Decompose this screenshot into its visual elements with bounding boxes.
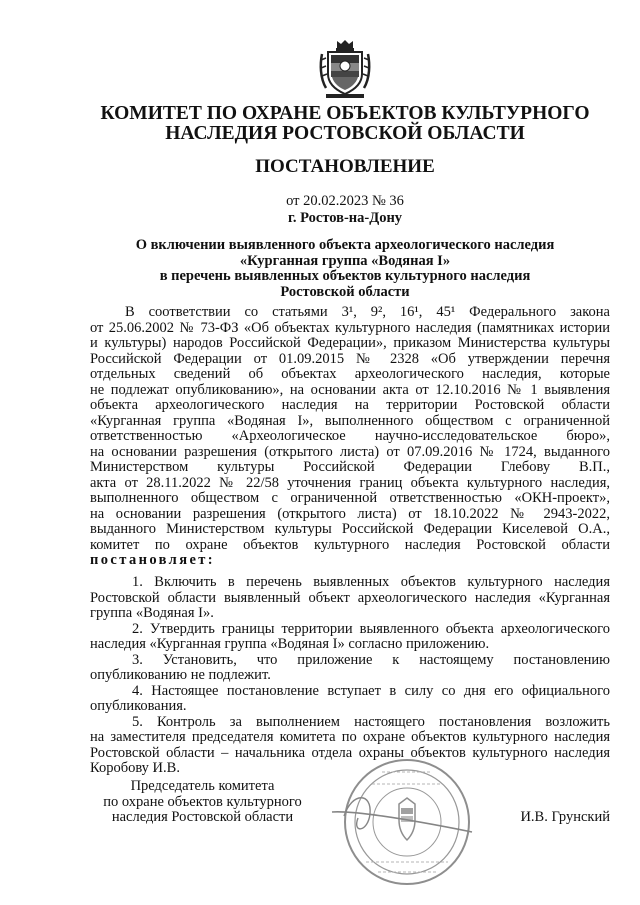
city: г. Ростов-на-Дону: [287, 210, 403, 226]
preamble-line: акта от 28.11.2022 № 22/58 уточнения границ объекта культурного наследия,: [90, 474, 610, 491]
item-4-line: 4. Настоящее постановление вступает в силу со дня его официального: [132, 682, 610, 699]
signer-position-line: наследия Ростовской области: [111, 809, 294, 825]
preamble-line: и культуры) народов Российской Федерации», приказом Министерства культуры: [90, 335, 610, 351]
preamble-line: объекта археологического наследия на территории Ростовской области: [90, 397, 610, 413]
preamble-line: комитет по охране объектов культурного наследия Ростовской области: [90, 536, 610, 553]
committee-title: [80, 104, 610, 144]
item-1-line: Ростовской области выявленный объект археологического наследия «Курганная: [90, 589, 610, 606]
preamble-line: выданного Министерством культуры Российской Федерации Киселевой О.А.,: [90, 521, 610, 537]
preamble-line: отдельных сведений об объектах археологического наследия, которые: [90, 366, 610, 382]
date-number: от 20.02.2023 № 36: [286, 193, 404, 209]
preamble-line: на основании разрешения (открытого листа) от 07.09.2016 № 1724, выданного: [90, 443, 610, 460]
subject-line: О включении выявленного объекта археологического наследия: [135, 237, 555, 253]
signer-position-line: по охране объектов культурного: [103, 793, 302, 810]
coat-of-arms-icon: [318, 38, 372, 100]
item-4-line: опубликования.: [90, 698, 187, 714]
item-5-line: Ростовской области – начальника отдела охраны объектов культурного наследия: [90, 744, 610, 761]
preamble-line: Министерством культуры Российской Федерации Глебову В.П.,: [90, 459, 610, 475]
subject-line: в перечень выявленных объектов культурного наследия: [159, 268, 531, 284]
decree-items: [90, 575, 610, 777]
decree-word: постановляет:: [90, 552, 216, 568]
preamble-line: выполненного обществом с ограниченной ответственностью «ОКН-проект»,: [90, 490, 610, 506]
signer-position-line: Председатель комитета: [130, 778, 275, 794]
preamble-line: ответственностью «Археологическое научно-исследовательское бюро»,: [90, 428, 610, 444]
preamble-paragraph: [90, 305, 610, 569]
item-3-line: 3. Установить, что приложение к настоящему постановлению: [132, 651, 610, 668]
item-3-line: опубликованию не подлежит.: [90, 667, 271, 683]
item-1-line: 1. Включить в перечень выявленных объектов культурного наследия: [132, 574, 610, 590]
preamble-line: Российской Федерации от 01.09.2015 № 2328 «Об утверждении перечня: [90, 350, 610, 367]
preamble-line: В соответствии со статьями 3¹, 9², 16¹, 45¹ Федерального закона: [125, 304, 610, 320]
item-5-line: Коробову И.В.: [90, 760, 180, 776]
preamble-line: от 25.06.2002 № 73-ФЗ «Об объектах культурного наследия (памятниках истории: [90, 319, 610, 336]
document-type: ПОСТАНОВЛЕНИЕ: [255, 156, 435, 177]
item-2-line: 2. Утвердить границы территории выявленного объекта археологического: [132, 620, 610, 637]
item-2-line: наследия «Курганная группа «Водяная I» согласно приложению.: [90, 636, 490, 652]
preamble-line: «Курганная группа «Водяная I», выполненного обществом с ограниченной: [90, 412, 610, 429]
item-1-line: группа «Водяная I».: [90, 605, 214, 621]
item-5-line: на заместителя председателя комитета по охране объектов культурного наследия: [90, 729, 610, 745]
official-seal-icon: [322, 752, 482, 892]
item-5-line: 5. Контроль за выполнением настоящего постановления возложить: [132, 713, 610, 730]
signer-position: [90, 779, 315, 826]
preamble-line: на основании разрешения (открытого листа) от 18.10.2022 № 2943-2022,: [90, 505, 610, 522]
subject-heading: [80, 238, 610, 300]
signer-name: И.В. Грунский: [520, 809, 610, 825]
committee-title-line1: КОМИТЕТ ПО ОХРАНЕ ОБЪЕКТОВ КУЛЬТУРНОГО: [100, 103, 590, 124]
preamble-line: не подлежат опубликованию», на основании акта от 12.10.2016 № 1 выявления: [90, 381, 610, 398]
subject-line: «Курганная группа «Водяная I»: [239, 252, 451, 269]
subject-line: Ростовской области: [280, 283, 410, 300]
committee-title-line2: НАСЛЕДИЯ РОСТОВСКОЙ ОБЛАСТИ: [165, 123, 525, 144]
